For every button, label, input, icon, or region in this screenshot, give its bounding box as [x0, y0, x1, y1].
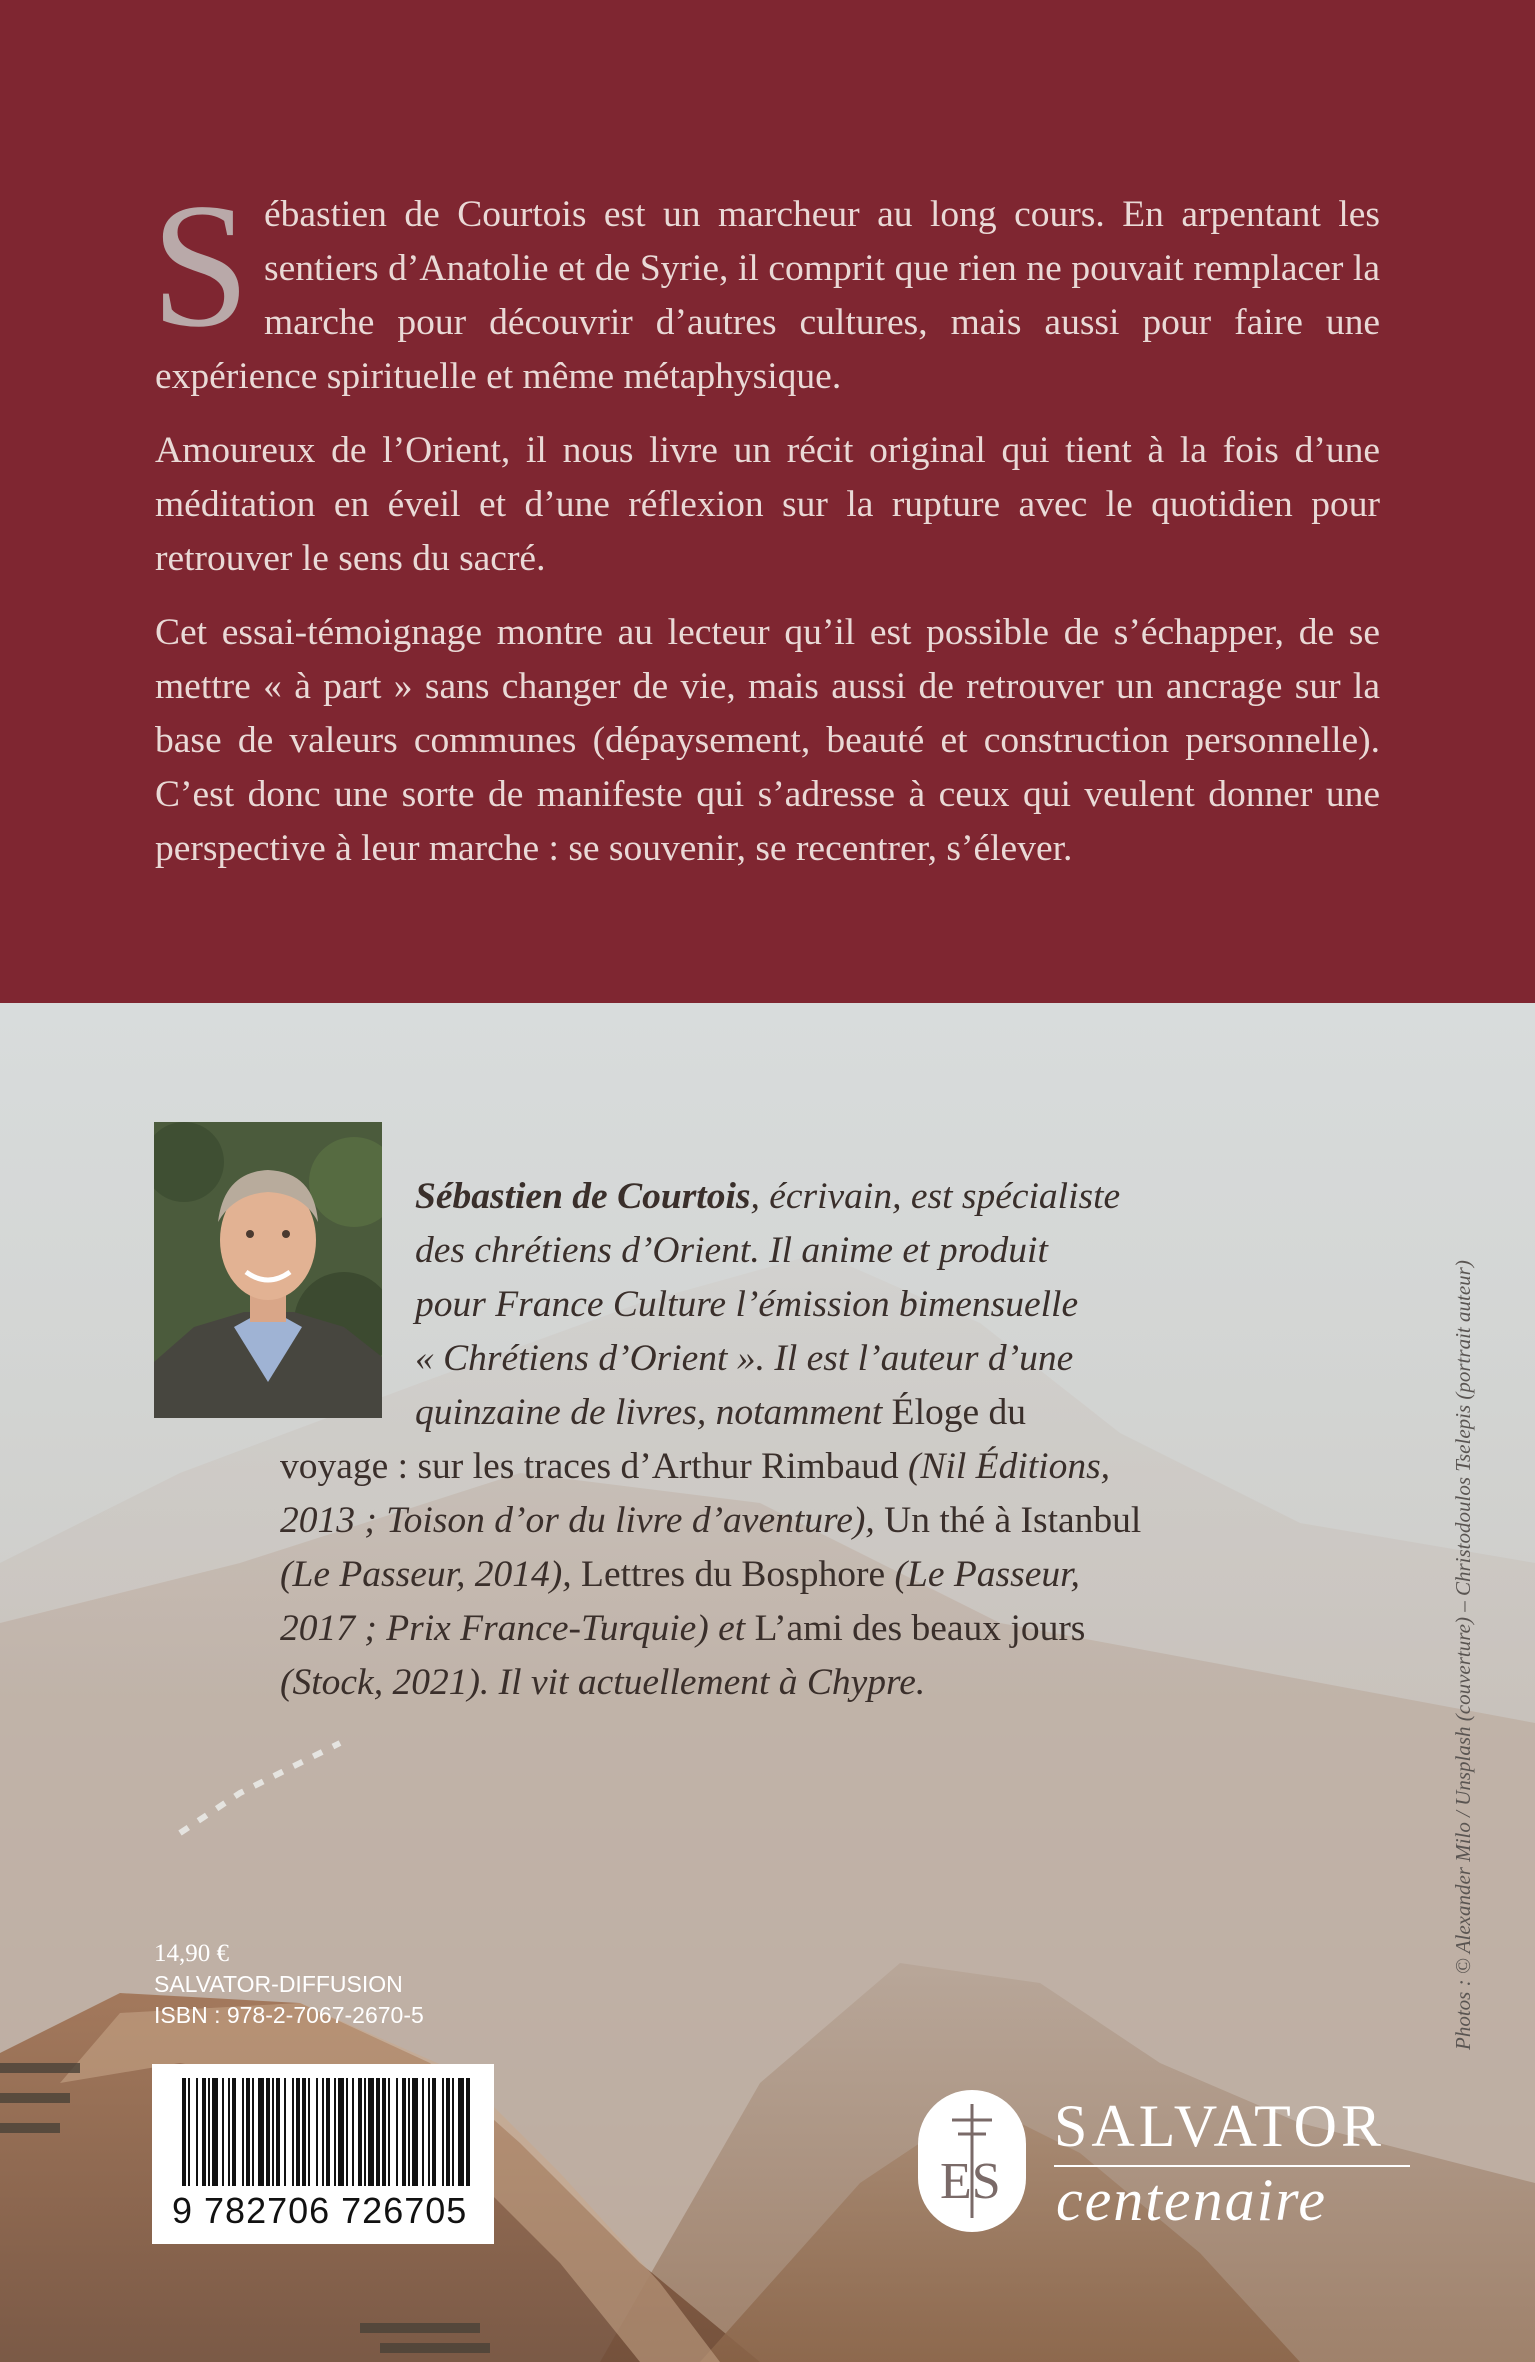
barcode-bar [302, 2078, 306, 2186]
barcode-digits: 9 782706 726705 [172, 2190, 468, 2231]
barcode-bar [232, 2078, 236, 2186]
blurb-paragraph-3: Cet essai-témoignage montre au lecteur qu’il est possible de s’échapper, de se mettre « à part » sans changer de vie, mais aussi de retrouver un ancrage sur la base de valeurs communes (dépaysement, beauté et construction personnelle). C’est donc une sorte de manifeste qui s’adresse à ceux qui veulent donner une perspective à leur marche : se souvenir, se recentrer, s’élever. [155, 612, 1380, 869]
author-portrait-image [154, 1122, 382, 1418]
barcode-bar [202, 2078, 206, 2186]
barcode-bar [182, 2078, 186, 2186]
barcode-bar [402, 2078, 406, 2186]
barcode-bar [296, 2078, 300, 2186]
barcode-bar [382, 2078, 386, 2186]
barcode-bar [422, 2078, 424, 2186]
distributor: SALVATOR-DIFFUSION [154, 1971, 403, 1997]
bio-text: 2017 ; Prix France-Turquie) et [280, 1608, 746, 1649]
barcode-bar [208, 2078, 210, 2186]
barcode-bar [412, 2078, 418, 2186]
blurb-paragraph-2: Amoureux de l’Orient, il nous livre un récit original qui tient à la fois d’une méditation en éveil et d’une réflexion sur la rupture avec le quotidien pour retrouver le sens du sacré. [155, 430, 1380, 579]
barcode-bar [388, 2078, 390, 2186]
barcode-bar [364, 2078, 366, 2186]
barcode-bar [196, 2078, 198, 2186]
bio-line-4 [415, 1332, 1073, 1386]
bio-line-3 [415, 1278, 1078, 1332]
barcode-bar [346, 2078, 348, 2186]
bio-line-1 [415, 1170, 1120, 1224]
book-meta [154, 1938, 424, 2031]
bio-text: , écrivain, est spécialiste [750, 1176, 1121, 1217]
price: 14,90 € [154, 1940, 229, 1967]
bio-text: (Nil Éditions, [898, 1446, 1111, 1487]
drop-cap: S [151, 166, 250, 364]
barcode-bar [432, 2078, 436, 2186]
barcode-bar [358, 2078, 362, 2186]
book-title: Lettres du Bosphore [571, 1554, 886, 1595]
barcode-bar [442, 2078, 444, 2186]
photo-credits: Photos : © Alexander Milo / Unsplash (couverture) – Christodoulos Tselepis (portrait auteur) [1451, 1260, 1475, 2050]
author-name: Sébastien de Courtois [415, 1176, 751, 1217]
bio-text: des chrétiens d’Orient. Il anime et produit [415, 1230, 1048, 1271]
barcode-bar [212, 2078, 218, 2186]
blurb-paragraph-1 [151, 166, 1380, 404]
blurb-panel [0, 0, 1535, 1003]
barcode-bar [292, 2078, 294, 2186]
blurb-text [151, 166, 1380, 896]
blurb-paragraph-1-text: ébastien de Courtois est un marcheur au long cours. En arpentant les sentiers d’Anatolie et de Syrie, il comprit que rien ne pouvait remplacer la marche pour découvrir d’autres cultures, mais aussi pour faire une expérience spirituelle et même métaphysique. [155, 194, 1380, 397]
bio-line-2 [415, 1224, 1048, 1278]
publisher-logo [918, 2090, 1418, 2250]
barcode-bar [428, 2078, 430, 2186]
barcode-bar [276, 2078, 280, 2186]
barcode-bar [396, 2078, 398, 2186]
barcode-bar [458, 2078, 464, 2186]
cross-monogram-icon [918, 2090, 1026, 2232]
barcode-bar [246, 2078, 250, 2186]
barcode-bar [284, 2078, 286, 2186]
barcode-bar [266, 2078, 270, 2186]
bio-text: 2013 ; Toison d’or du livre d’aventure), [280, 1500, 875, 1541]
barcode-bar [446, 2078, 450, 2186]
bio-text: pour France Culture l’émission bimensuelle [415, 1284, 1079, 1325]
barcode-bar [338, 2078, 344, 2186]
bio-text: « Chrétiens d’Orient ». Il est l’auteur d’une [415, 1338, 1074, 1379]
barcode-bar [188, 2078, 190, 2186]
barcode-bar [316, 2078, 318, 2186]
bio-text: (Stock, 2021). Il vit actuellement à Chypre. [280, 1662, 926, 1703]
publisher-name: SALVATOR [1054, 2093, 1386, 2159]
book-title: voyage : sur les traces d’Arthur Rimbaud [280, 1446, 899, 1487]
book-title: Un thé à Istanbul [874, 1500, 1142, 1541]
bio-text: quinzaine de livres, notamment [415, 1392, 892, 1433]
bio-text: (Le Passeur, [885, 1554, 1080, 1595]
barcode-bar [322, 2078, 324, 2186]
barcode-bar [368, 2078, 374, 2186]
barcode [152, 2064, 494, 2244]
bio-line-9 [280, 1602, 1085, 1656]
bio-line-6 [280, 1440, 1110, 1494]
bio-line-10 [280, 1656, 925, 1710]
bio-line-8 [280, 1548, 1080, 1602]
author-portrait [154, 1122, 382, 1418]
isbn: ISBN : 978-2-7067-2670-5 [154, 2002, 424, 2028]
barcode-bar [242, 2078, 244, 2186]
bio-line-7 [280, 1494, 1141, 1548]
barcode-bar [272, 2078, 274, 2186]
book-title: Éloge du [891, 1392, 1027, 1433]
bio-line-5 [415, 1386, 1026, 1440]
book-title: L’ami des beaux jours [745, 1608, 1086, 1649]
barcode-bar [228, 2078, 230, 2186]
salvator-emblem-icon [918, 2090, 1026, 2232]
barcode-bar [258, 2078, 264, 2186]
barcode-bar [334, 2078, 336, 2186]
emblem-letters: ES [940, 2153, 1001, 2210]
barcode-bar [408, 2078, 410, 2186]
barcode-bar [222, 2078, 224, 2186]
barcode-bar [376, 2078, 380, 2186]
publisher-subtitle: centenaire [1056, 2167, 1327, 2233]
bio-text: (Le Passeur, 2014), [280, 1554, 572, 1595]
barcode-bar [308, 2078, 310, 2186]
barcode-bar [326, 2078, 330, 2186]
barcode-bar [252, 2078, 254, 2186]
barcode-bar [466, 2078, 470, 2186]
barcode-bar [352, 2078, 354, 2186]
barcode-bar [452, 2078, 454, 2186]
